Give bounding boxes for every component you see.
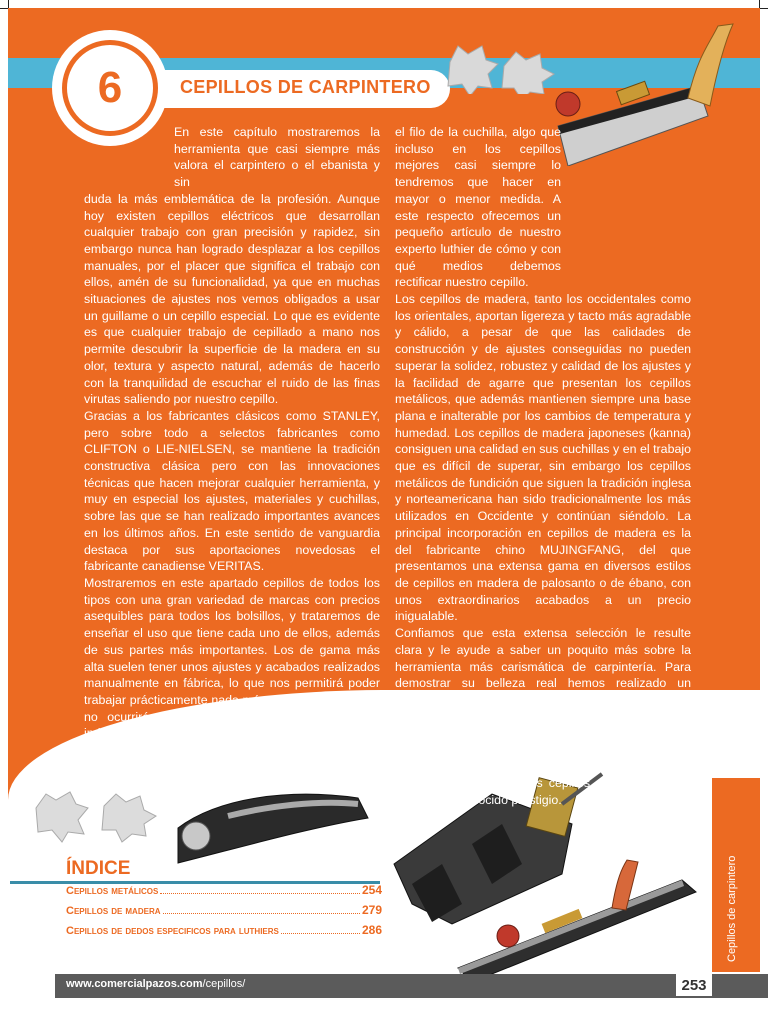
index-entry[interactable] — [66, 903, 382, 923]
side-label: Cepillos de carpintero — [726, 855, 738, 962]
footer-url-path: /cepillos/ — [202, 978, 246, 990]
index-entry-page: 254 — [361, 883, 382, 897]
selection-paragraph: Mostraremos en este apartado cepillos de todos los tipos con una gran variedad de marcas con precios asequibles para todos los bolsillos, y trataremos de enseñar el uso que tiene cada uno de ellos, además de sus partes más importantes. Los de gama más alta suelen tener unos ajustes y acabados realizados manualmente en fábrica, lo que nos permitirá poder trabajar prácticamente nada más comprarlo, algo que no ocurrirá con los cepillos de fabricación más industrial y en serie, que requerirán retoques previos a su utilización, como planificación de la base, algunos rectificados de los ajustes y la boca, y por supuesto un afilado, o cuando menos asentar — [84, 575, 380, 791]
index-entry-label: Cepillos de dedos especificos para luthiers — [66, 925, 279, 937]
index-title: ÍNDICE — [66, 858, 131, 879]
index-entry-page: 279 — [361, 903, 382, 917]
dot-leader — [281, 933, 360, 934]
footer-url-domain: www.comercialpazos.com — [66, 978, 203, 990]
dot-leader — [163, 913, 360, 914]
page-number: 253 — [676, 974, 712, 996]
chapter-number: 6 — [62, 40, 158, 136]
intro-paragraph: duda la más emblemática de la profesión. Aunque hoy existen cepillos eléctricos que desarrollan cualquier trabajo con gran precisión y rapidez, sin embargo nunca han logrado desplazar a los cepillos manuales, por el placer que significa el trabajo con ellos, amén de su funcionalidad, ya que en muchas situaciones de ajustes nos vemos obligados a usar un guillame o un cepillo especial. Lo que es evidente es que cualquier trabajo de cepillado a mano nos permite descubrir la superficie de la madera en su olor, textura y aspecto natural, además de hacerlo con la tranquilidad de escuchar el ruido de las finas virutas saliendo por nuestro cepillo. — [84, 191, 380, 407]
index-entry-label: Cepillos de madera — [66, 905, 161, 917]
chipbreaker-discs-icon — [440, 34, 560, 94]
index-list — [66, 883, 382, 943]
index-entry[interactable] — [66, 883, 382, 903]
index-entry-page: 286 — [361, 923, 382, 937]
closing-paragraph: Confiamos que esta extensa selección le resulte clara y le ayude a saber un poquito más sobre la herramienta más carismática de carpintería. Para demostrar su belleza real hemos realizado un esfuerzo en la fotografía de todos los cepillos, que presentaremos por marcas y clasificados por su funcionalidad y por sus tamaños de mayor a menor. Terminamos el capítulo con una selección de cuchillas de ebanista y accesorios para rellas además de incorporar los cepillos para Luthiers de IBEX, de reconocido prestigio. — [395, 626, 691, 808]
index-entry[interactable] — [66, 923, 382, 943]
text-column-left — [84, 124, 380, 792]
intro-paragraph-lead: En este capítulo mostraremos la herramienta que casi siempre más valora el carpintero o el ebanista y sin — [174, 125, 380, 190]
dot-leader — [160, 893, 360, 894]
index-entry-label: Cepillos metálicos — [66, 885, 159, 897]
page-title: CEPILLOS DE CARPINTERO — [180, 77, 431, 97]
wooden-planes-paragraph: Los cepillos de madera, tanto los occidentales como los orientales, aportan ligereza y tacto más agradable y cálido, a pesar de que las calidades de construcción y de ajustes conseguidas no pueden superar la solidez, robustez y calidad de los ajustes y la facilidad de agarre que presentan los cepillos metálicos, que además mantienen siempre una base plana e inalterable por los cambios de temperatura y humedad. Los cepillos de madera japoneses (kanna) consiguen una calidad en sus cuchillas y en el trabajo que es difícil de superar, sin embargo los cepillos metálicos de fundición que siguen la tradición inglesa y norteamericana han sido tradicionalmente los más utilizados en Occidente y continúan siéndolo. La principal incorporación en cepillos de madera es la del fabricante chino MUJINGFANG, del que presentamos una extensa gama en diversos estilos de cepillos en madera de palosanto o de ébano, con unos extraordinarios acabados a un precio inigualable. — [395, 292, 691, 624]
footer-url-link[interactable] — [66, 978, 245, 990]
text-column-right — [395, 124, 691, 809]
manufacturers-paragraph: Gracias a los fabricantes clásicos como STANLEY, pero sobre todo a selectos fabricantes como CLIFTON o LIE-NIELSEN, se mantiene la tradición constructiva clásica pero con las innovaciones técnicas que hacen mejorar cualquier herramienta, y muy en especial los ajustes, materiales y cuchillas, sobre las que se han realizado importantes avances en los últimos años. En este sentido de vanguardia destaca por sus aportaciones novedosas el fabricante canadiense VERITAS. — [84, 408, 380, 574]
jointer-plane-photo — [452, 858, 702, 988]
blade-paragraph: el filo de la cuchilla, algo que incluso en los cepillos mejores casi siempre lo tendremos que hacer en mayor o menor medida. A este respecto ofrecemos un pequeño artículo de nuestro experto luthier de cómo y con qué medios debemos rectificar nuestro cepillo. — [395, 125, 561, 290]
